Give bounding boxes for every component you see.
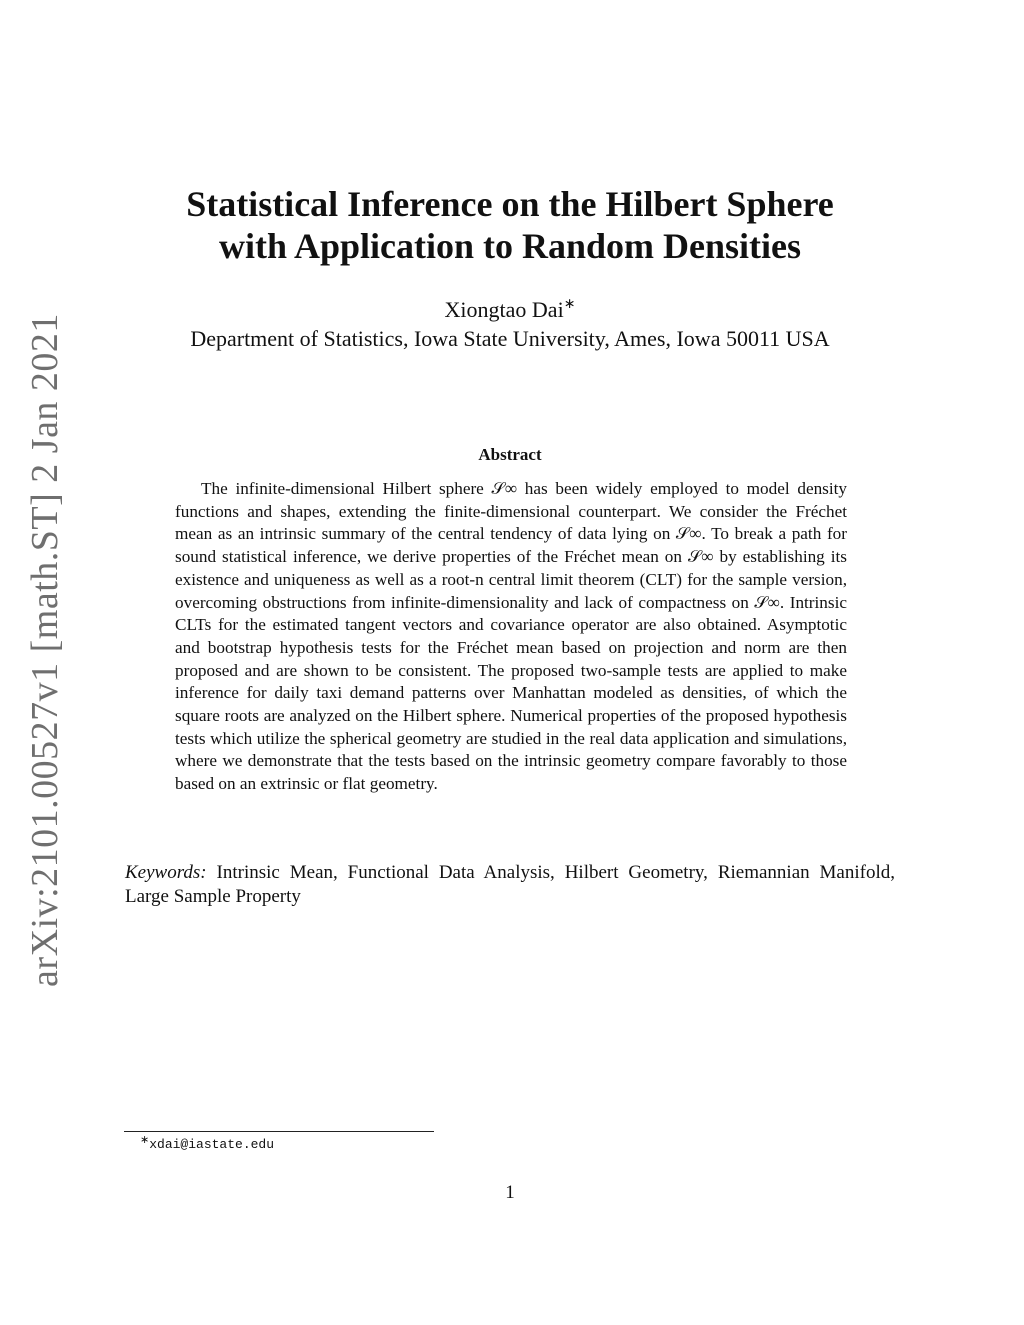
footnote-mark: ∗ <box>140 1134 150 1146</box>
author-footnote-mark: ∗ <box>563 297 576 312</box>
keywords-paragraph <box>125 861 895 909</box>
paper-title-line-2: with Application to Random Densities <box>218 226 802 266</box>
arxiv-identifier-text: arXiv:2101.00527v1 [math.ST] 2 Jan 2021 <box>24 313 66 987</box>
abstract-body: The infinite-dimensional Hilbert sphere 𝒮∞ has been widely employed to model density functions and shapes, extending the finite-dimensional counterpart. We consider the Fréchet mean as an intrinsic summary of the central tendency of data lying on 𝒮∞. To break a path for sound statistical inference, we derive properties of the Fréchet mean on 𝒮∞ by establishing its existence and uniqueness as well as a root-n central limit theorem (CLT) for the sample version, overcoming obstructions from infinite-dimensionality and lack of compactness on 𝒮∞. Intrinsic CLTs for the estimated tangent vectors and covariance operator are also obtained. Asymptotic and bootstrap hypothesis tests for the Fréchet mean based on projection and norm are then proposed and are shown to be consistent. The proposed two-sample tests are applied to make inference for daily taxi demand patterns over Manhattan modeled as densities, of which the square roots are analyzed on the Hilbert sphere. Numerical properties of the proposed hypothesis tests which utilize the spherical geometry are studied in the real data application and simulations, where we demonstrate that the tests based on the intrinsic geometry compare favorably to those based on an extrinsic or flat geometry. <box>175 479 847 794</box>
paper-title <box>110 183 910 267</box>
keywords-list: Intrinsic Mean, Functional Data Analysis, Hilbert Geometry, Riemannian Manifold, Large Sample Property <box>125 862 895 907</box>
footnote-email[interactable]: xdai@iastate.edu <box>149 1137 275 1152</box>
abstract-heading: Abstract <box>478 445 542 464</box>
author-affiliation: Department of Statistics, Iowa State University, Ames, Iowa 50011 USA <box>190 326 830 351</box>
arxiv-identifier-stamp <box>22 313 68 987</box>
paper-title-line-1: Statistical Inference on the Hilbert Sphere <box>186 184 834 224</box>
keywords-label: Keywords: <box>125 862 207 883</box>
page-number: 1 <box>505 1182 515 1203</box>
author-name: Xiongtao Dai <box>444 297 564 322</box>
author-line <box>110 296 910 324</box>
footnote <box>140 1136 274 1154</box>
footnote-divider <box>124 1131 434 1132</box>
